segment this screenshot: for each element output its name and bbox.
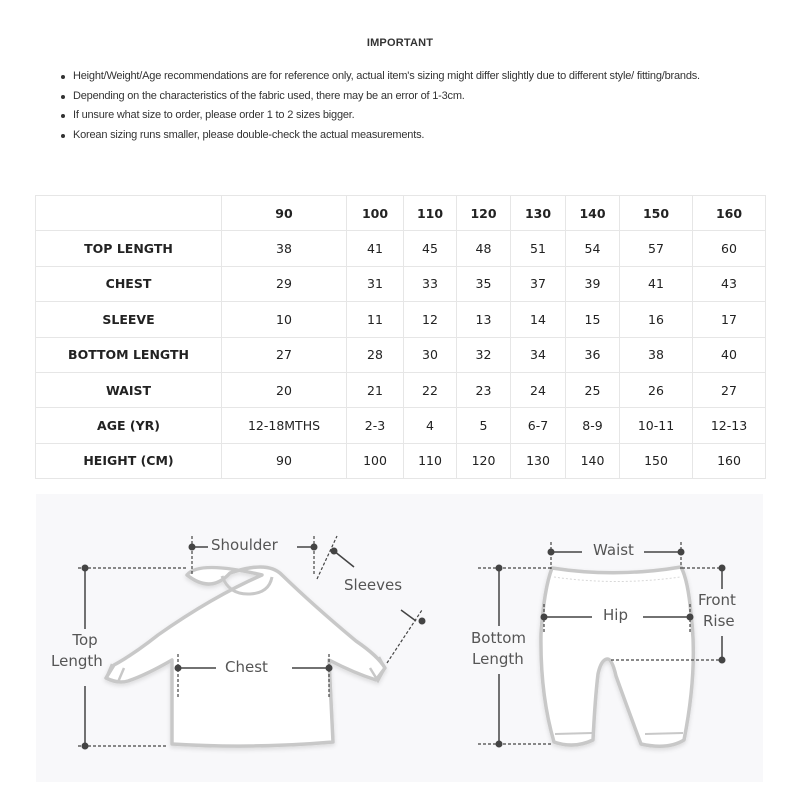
notice-title: IMPORTANT [366, 37, 434, 49]
table-cell: 23 [457, 372, 511, 407]
table-cell: 27 [693, 372, 766, 407]
table-cell: 140 [566, 443, 620, 478]
table-cell: 150 [620, 443, 693, 478]
row-label: AGE (YR) [36, 408, 222, 443]
header-cell: 110 [404, 196, 457, 231]
table-cell: 31 [347, 266, 404, 301]
table-cell: 25 [566, 372, 620, 407]
table-header-row [36, 196, 766, 231]
bottom-length-label-line2: Length [472, 650, 524, 668]
table-cell: 41 [620, 266, 693, 301]
table-cell: 13 [457, 302, 511, 337]
header-cell [36, 196, 222, 231]
row-label: WAIST [36, 372, 222, 407]
sleeves-label: Sleeves [344, 576, 403, 594]
table-row [36, 231, 766, 266]
table-cell: 27 [222, 337, 347, 372]
bottom-length-label-line1: Bottom [471, 629, 527, 647]
table-cell: 160 [693, 443, 766, 478]
table-cell: 130 [511, 443, 566, 478]
header-cell: 90 [222, 196, 347, 231]
table-row [36, 337, 766, 372]
table-cell: 39 [566, 266, 620, 301]
table-cell: 10 [222, 302, 347, 337]
table-cell: 54 [566, 231, 620, 266]
shoulder-label: Shoulder [211, 536, 278, 554]
table-cell: 110 [404, 443, 457, 478]
table-cell: 33 [404, 266, 457, 301]
table-cell: 30 [404, 337, 457, 372]
table-cell: 120 [457, 443, 511, 478]
table-cell: 38 [620, 337, 693, 372]
row-label: TOP LENGTH [36, 231, 222, 266]
table-cell: 45 [404, 231, 457, 266]
front-rise-label-line1: Front [698, 591, 736, 609]
notice-item: Height/Weight/Age recommendations are for reference only, actual item's sizing might differ slightly due to different style/ fitting/brands. [60, 67, 760, 87]
table-cell: 28 [347, 337, 404, 372]
table-row [36, 443, 766, 478]
notice-list [60, 67, 760, 145]
table-row [36, 266, 766, 301]
table-cell: 5 [457, 408, 511, 443]
table-cell: 29 [222, 266, 347, 301]
table-cell: 34 [511, 337, 566, 372]
table-cell: 6-7 [511, 408, 566, 443]
table-cell: 48 [457, 231, 511, 266]
table-cell: 17 [693, 302, 766, 337]
table-cell: 90 [222, 443, 347, 478]
hip-label: Hip [603, 606, 628, 624]
table-cell: 14 [511, 302, 566, 337]
table-cell: 12-13 [693, 408, 766, 443]
table-cell: 26 [620, 372, 693, 407]
table-cell: 22 [404, 372, 457, 407]
table-cell: 100 [347, 443, 404, 478]
table-cell: 4 [404, 408, 457, 443]
table-cell: 60 [693, 231, 766, 266]
table-cell: 43 [693, 266, 766, 301]
table-cell: 41 [347, 231, 404, 266]
header-cell: 150 [620, 196, 693, 231]
table-cell: 12-18MTHS [222, 408, 347, 443]
size-chart-table [35, 195, 766, 479]
bottom-garment-outline [541, 567, 693, 746]
table-cell: 12 [404, 302, 457, 337]
table-cell: 51 [511, 231, 566, 266]
header-cell: 140 [566, 196, 620, 231]
header-cell: 120 [457, 196, 511, 231]
table-cell: 8-9 [566, 408, 620, 443]
header-cell: 100 [347, 196, 404, 231]
measurement-diagram-art [36, 494, 763, 782]
row-label: BOTTOM LENGTH [36, 337, 222, 372]
front-rise-label-line2: Rise [703, 612, 735, 630]
table-cell: 40 [693, 337, 766, 372]
table-cell: 2-3 [347, 408, 404, 443]
table-cell: 37 [511, 266, 566, 301]
row-label: SLEEVE [36, 302, 222, 337]
table-cell: 11 [347, 302, 404, 337]
measurement-diagram [36, 494, 763, 782]
table-cell: 32 [457, 337, 511, 372]
table-cell: 10-11 [620, 408, 693, 443]
header-cell: 160 [693, 196, 766, 231]
row-label: CHEST [36, 266, 222, 301]
table-cell: 16 [620, 302, 693, 337]
chest-label: Chest [225, 658, 268, 676]
row-label: HEIGHT (CM) [36, 443, 222, 478]
table-cell: 21 [347, 372, 404, 407]
table-cell: 20 [222, 372, 347, 407]
header-cell: 130 [511, 196, 566, 231]
table-cell: 15 [566, 302, 620, 337]
notice-item: Depending on the characteristics of the fabric used, there may be an error of 1-3cm. [60, 87, 760, 107]
table-row [36, 408, 766, 443]
table-cell: 38 [222, 231, 347, 266]
table-row [36, 372, 766, 407]
table-cell: 24 [511, 372, 566, 407]
notice-item: If unsure what size to order, please order 1 to 2 sizes bigger. [60, 106, 760, 126]
top-length-label-line2: Length [51, 652, 103, 670]
table-cell: 36 [566, 337, 620, 372]
table-cell: 35 [457, 266, 511, 301]
table-row [36, 302, 766, 337]
table-cell: 57 [620, 231, 693, 266]
notice-item: Korean sizing runs smaller, please double-check the actual measurements. [60, 126, 760, 146]
waist-label: Waist [593, 541, 634, 559]
top-length-label-line1: Top [72, 631, 98, 649]
